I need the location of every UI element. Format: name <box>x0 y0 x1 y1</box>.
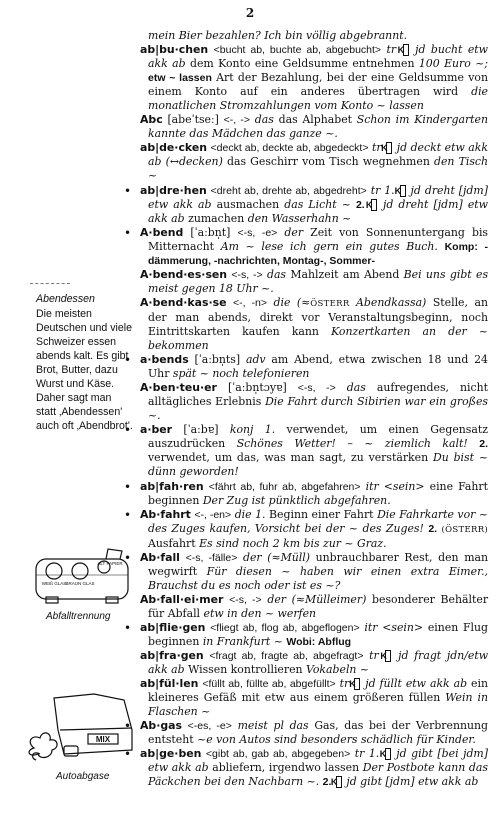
entry-abfahren: • ab|fah·ren <fährt ab, fuhr ab, abgefahren> itr <sein> eine Fahrt beginnen Der Zug ist pünktlich abgefahren. <box>140 480 488 508</box>
entry-abdecken: ab|de·cken <deckt ab, deckte ab, abgedeckt> tr K jd deckt etw akk ab (↔decken) das Geschirr vom Tisch wegnehmen den Tisch ~ <box>140 141 489 183</box>
k-box: K <box>386 142 392 154</box>
entry-abfall: • Ab·fall <-s, -fälle> der (≈Müll) unbrauchbarer Rest, den man wegwirft Für diesen ~ haben wir einen extra Eimer., Brauchst du es noch oder ist es ~? <box>140 551 488 593</box>
glass-label: WEIß GLAS <box>41 581 67 586</box>
entry-abendessen: A·bend·es·sen <-s, -> das Mahlzeit am Abend Bei uns gibt es meist gegen 18 Uhr ~. <box>140 267 489 295</box>
paper-label: ALT PAPIER <box>97 561 123 566</box>
headword: ab|bu·chen <box>140 43 209 57</box>
entry-abends: • a·bends [ˈaːbn̩ts] adv am Abend, etwa zwischen 18 und 24 Uhr spät ~ noch telefonieren <box>140 353 488 381</box>
entry-abgeben: • ab|ge·ben <gibt ab, gab ab, abgegeben> tr 1. K jd gibt [bei jdm] etw akk ab abliefern, irgendwo lassen Der Postbote kann das Päckchen bei den Nachbarn ~. 2. K jd gibt [jdm] etw akk ab <box>140 747 488 789</box>
entry-abc: Abc [abeˈtseː] <-, -> das das Alphabet Schon im Kindergarten kannte das Mädchen das ganze ~. <box>140 113 488 141</box>
k-box: K <box>371 199 377 211</box>
headword: ab|ge·ben <box>140 747 202 761</box>
entry-aber: • a·ber [ˈaːbɐ] konj 1. verwendet, um einen Gegensatz auszudrücken Schönes Wetter! – ~ ziemlich kalt! 2. verwendet, um das, was man sagt, zu verstärken Du bist ~ dünn geworden! <box>140 423 488 479</box>
headword: Ab·fall·ei·mer <box>140 592 224 606</box>
headword: ab|fül·len <box>140 677 199 691</box>
headword: A·ben·teu·er <box>140 381 217 395</box>
headword: ab|flie·gen <box>140 620 206 634</box>
headword: A·bend <box>140 225 184 239</box>
caption-autoabgase: Autoabgase <box>56 771 110 782</box>
headword: ab|dre·hen <box>140 183 207 197</box>
headword: ab|de·cken <box>140 141 207 155</box>
info-box-title: Abendessen <box>36 293 95 305</box>
headword: ab|fra·gen <box>140 649 204 663</box>
k-box: K <box>385 650 391 662</box>
entry-abendkasse: A·bend·kas·se <-, -n> die (≈ÖSTERR Abendkassa) Stelle, an der man abends, direkt vor Veranstaltungsbeginn, noch Eintrittskarten kaufen kann Konzertkarten an der ~ bekommen <box>140 295 488 353</box>
dictionary-column <box>140 29 488 790</box>
trash-bins-illustration <box>30 545 134 607</box>
caption-abfalltrennung: Abfalltrennung <box>46 611 111 622</box>
entry-abenteuer: A·ben·teu·er [ˈaːbn̩tɔyɐ] <-s, -> das aufregendes, nicht alltägliches Erlebnis Die Fahrt durch Sibirien war ein großes ~. <box>140 381 489 423</box>
headword: a·ber <box>140 423 173 437</box>
margin-divider <box>30 283 70 284</box>
k-box: K <box>403 44 409 56</box>
entry-abgas: • Ab·gas <-es, -e> meist pl das Gas, das bei der Verbrennung entsteht ~e von Autos sind besonders schädlich für Kinder. <box>140 719 488 747</box>
brown-glass-label: BRAUN GLAS <box>65 581 95 586</box>
car-plate-text: MIX <box>95 735 111 744</box>
headword: Ab·fall <box>140 550 180 564</box>
headword: ab|fah·ren <box>140 479 204 493</box>
entry-abfuellen: ab|fül·len <füllt ab, füllte ab, abgefüllt> tr K jd füllt etw akk ab ein kleineres Gefäß mit etw aus einem größeren füllen Wein in Flaschen ~ <box>140 677 488 719</box>
entry-abbuchen: ab|bu·chen <bucht ab, buchte ab, abgebucht> tr K jd bucht etw akk ab dem Konto eine Geldsumme entnehmen 100 Euro ~; etw ~ lassen Art der Bezahlung, bei der eine Geldsumme von einem Konto auf ein anderes übertragen wird die monatlichen Stromzahlungen vom Konto ~ lassen <box>140 43 488 113</box>
headword: Abc <box>140 113 163 127</box>
info-box-abendessen <box>36 292 134 433</box>
car-exhaust-illustration <box>24 690 136 768</box>
entry-abfragen: ab|fra·gen <fragt ab, fragte ab, abgefragt> tr K jd fragt jdn/etw akk ab Wissen kontrollieren Vokabeln ~ <box>140 649 489 677</box>
entry-abend: • A·bend [ˈaːbn̩t] <-s, -e> der Zeit von Sonnenuntergang bis Mitternacht Am ~ lese ich gern ein gutes Buch. Komp: -dämmerung, -nachrichten, Montag-, Sommer- <box>140 226 488 268</box>
info-box-text: Die meisten Deutschen und viele Schweizer essen abends kalt. Es gibt Brot, Butter, dazu Wurst und Käse. Daher sagt man statt ‚Abendessen' auch oft ‚Abendbrot'. <box>36 308 133 432</box>
headword: A·bend·kas·se <box>140 295 227 309</box>
entry-abdrehen: • ab|dre·hen <dreht ab, drehte ab, abgedreht> tr 1. K jd dreht [jdm] etw akk ab ausmachen das Licht ~ 2. K jd dreht [jdm] etw akk ab zumachen den Wasserhahn ~ <box>140 184 488 226</box>
k-box: K <box>336 776 342 788</box>
entry-abfahrt: • Ab·fahrt <-, -en> die 1. Beginn einer Fahrt Die Fahrkarte vor ~ des Zuges kaufen, Vorsicht bei der ~ des Zuges! 2. (ÖSTERR) Ausfahrt Es sind noch 2 km bis zur ~ Graz. <box>140 508 488 551</box>
entry-continuation: mein Bier bezahlen? Ich bin völlig abgebrannt. <box>148 29 408 42</box>
headword: Ab·gas <box>140 719 182 733</box>
page-number: 2 <box>245 6 255 20</box>
k-box: K <box>400 185 406 197</box>
entry-abfalleimer: Ab·fall·ei·mer <-s, -> der (≈Mülleimer) besonderer Behälter für Abfall etw in den ~ werfen <box>140 592 489 620</box>
headword: a·bends <box>140 353 189 367</box>
entry-abfliegen: • ab|flie·gen <fliegt ab, flog ab, abgeflogen> itr <sein> einen Flug beginnen in Frankfurt ~ Wobi: Abflug <box>140 621 488 649</box>
headword: A·bend·es·sen <box>140 267 228 281</box>
k-box: K <box>354 678 360 690</box>
headword: Ab·fahrt <box>140 507 191 521</box>
k-box: K <box>385 748 391 760</box>
